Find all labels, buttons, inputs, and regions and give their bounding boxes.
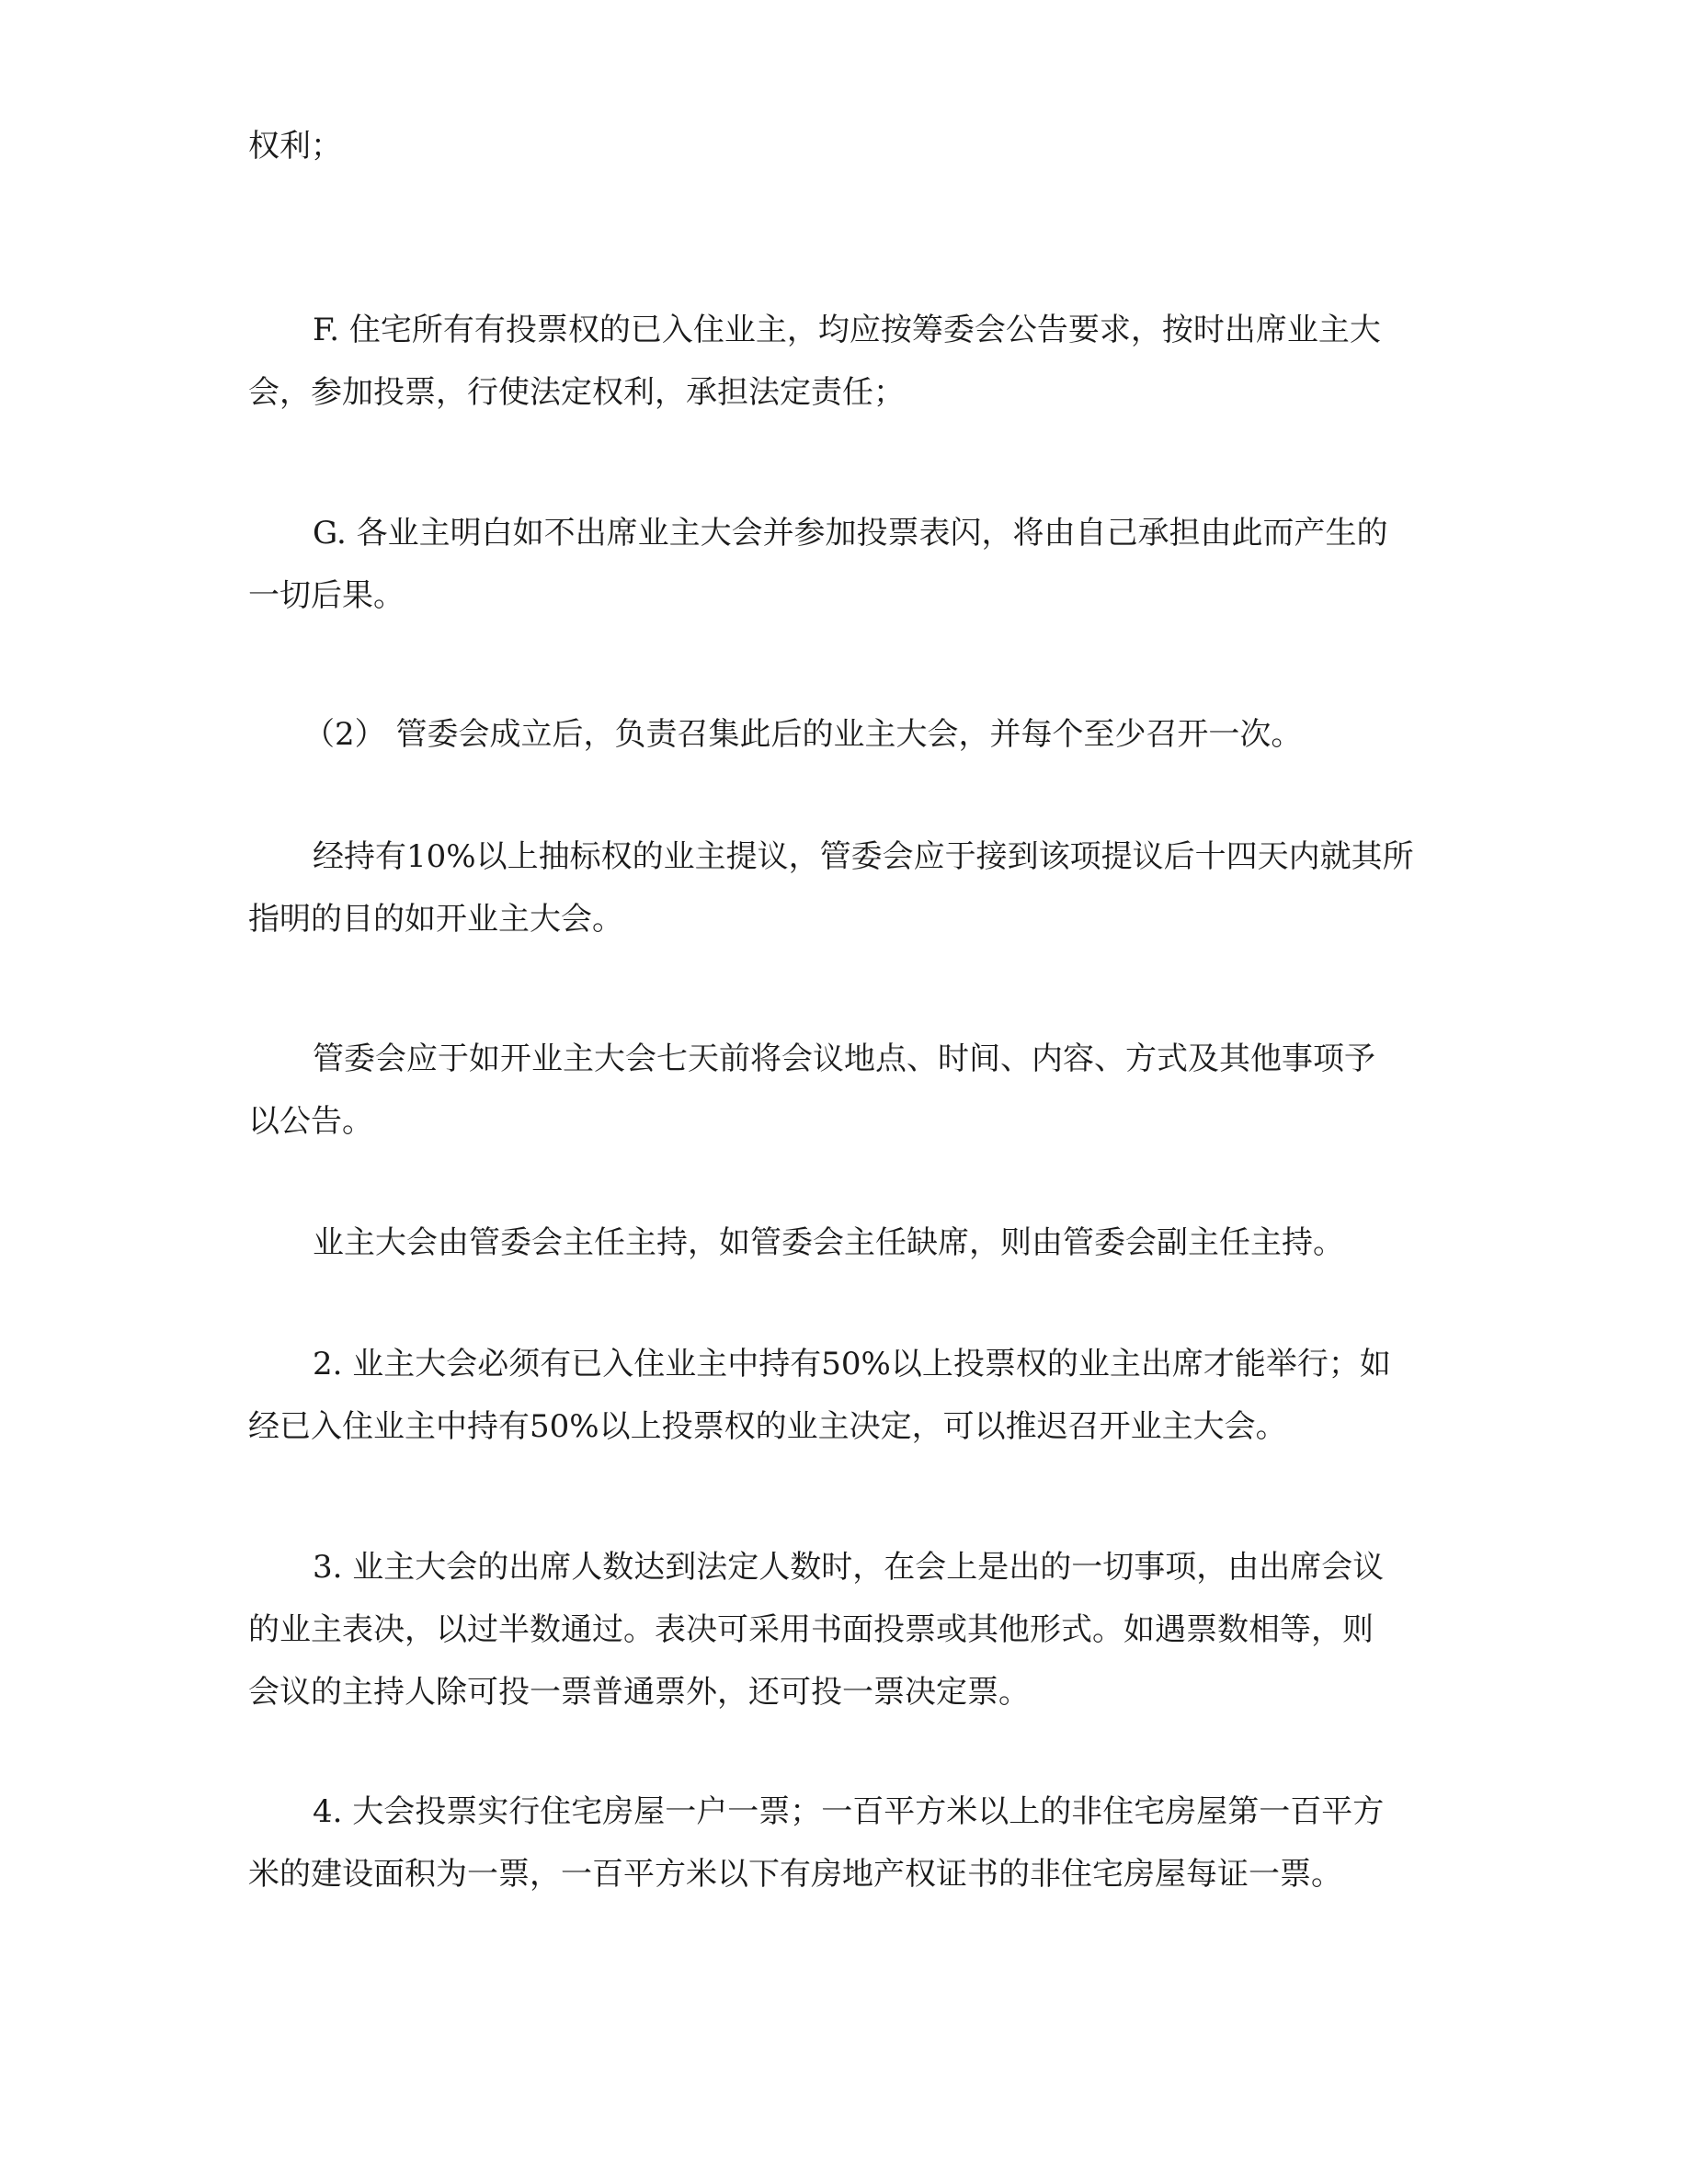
text-line: 管委会应于如开业主大会七天前将会议地点、时间、内容、方式及其他事项予 [313,1041,1375,1077]
document-page [248,0,1443,2184]
paragraph-item-f [248,299,1443,424]
paragraph-notice [248,1028,1443,1153]
text-line: 权利； [248,128,342,165]
paragraph-continuation [248,115,1443,177]
text-line: 业主大会由管委会主任主持，如管委会主任缺席，则由管委会副主任主持。 [313,1224,1344,1261]
paragraph-item-2 [248,703,1443,766]
text-line: 米的建设面积为一票，一百平方米以下有房地产权证书的非住宅房屋每证一票。 [248,1856,1342,1893]
paragraph-item-2-quorum [248,1333,1443,1458]
paragraph-item-g [248,502,1443,627]
text-line: G. 各业主明白如不出席业主大会并参加投票表闪，将由自己承担由此而产生的 [313,515,1388,552]
text-line: 3. 业主大会的出席人数达到法定人数时，在会上是出的一切事项，由出席会议 [313,1549,1385,1586]
text-line: 会议的主持人除可投一票普通票外，还可投一票决定票。 [248,1674,1030,1711]
text-line: 的业主表决，以过半数通过。表决可采用书面投票或其他形式。如遇票数相等，则 [248,1611,1374,1648]
text-line: 经持有10%以上抽标权的业主提议，管委会应于接到该项提议后十四天内就其所 [313,838,1414,875]
paragraph-proposal [248,825,1443,950]
text-line: （2） 管委会成立后，负责召集此后的业主大会，并每个至少召开一次。 [303,716,1303,753]
text-line: F. 住宅所有有投票权的已入住业主，均应按筹委会公告要求，按时出席业主大 [313,312,1381,348]
paragraph-item-4-votes [248,1780,1443,1905]
text-line: 经已入住业主中持有50%以上投票权的业主决定，可以推迟召开业主大会。 [248,1408,1287,1445]
paragraph-chair [248,1211,1443,1274]
text-line: 4. 大会投票实行住宅房屋一户一票；一百平方米以上的非住宅房屋第一百平方 [313,1793,1385,1830]
text-line: 指明的目的如开业主大会。 [248,901,623,938]
paragraph-item-3-voting [248,1536,1443,1723]
text-line: 以公告。 [248,1103,373,1140]
text-line: 会，参加投票，行使法定权利，承担法定责任； [248,374,905,411]
text-line: 一切后果。 [248,577,405,614]
text-line: 2. 业主大会必须有已入住业主中持有50%以上投票权的业主出席才能举行；如 [313,1346,1391,1382]
